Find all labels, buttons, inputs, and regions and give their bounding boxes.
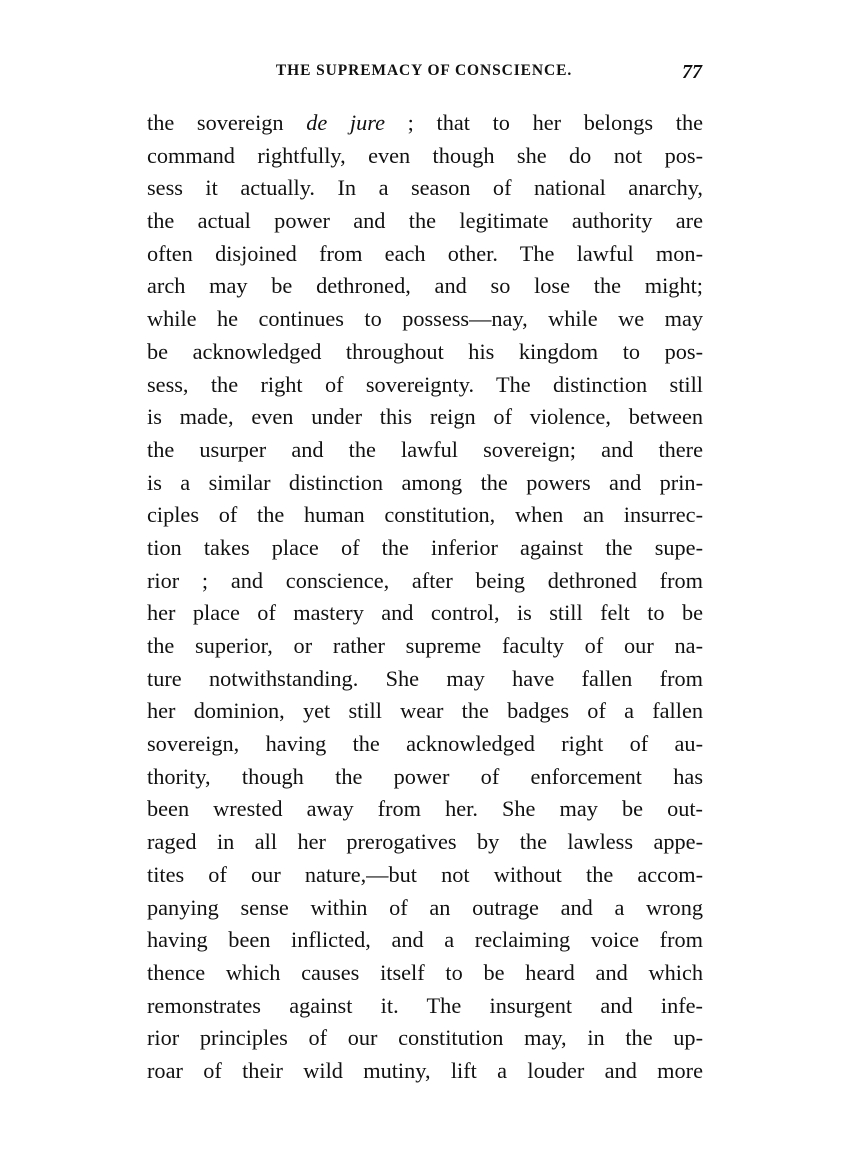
text-line <box>147 859 703 892</box>
text-segment: the usurper and the lawful sovereign; and there <box>147 436 703 462</box>
text-line <box>147 532 703 565</box>
text-segment: ture notwithstanding. She may have fallen from <box>147 665 703 691</box>
text-line <box>147 990 703 1023</box>
text-line <box>147 303 703 336</box>
text-line <box>147 401 703 434</box>
text-segment: sovereign, having the acknowledged right of au- <box>147 731 703 757</box>
text-line <box>147 892 703 925</box>
text-segment: the superior, or rather supreme faculty of our na- <box>147 633 703 658</box>
text-line <box>147 565 703 598</box>
text-segment: rior principles of our constitution may, in the up- <box>147 1025 703 1051</box>
text-segment: remonstrates against it. The insurgent and infe- <box>147 992 703 1018</box>
text-line <box>147 107 703 140</box>
text-line <box>147 434 703 467</box>
text-line <box>147 957 703 990</box>
text-segment: ciples of the human constitution, when an insurrec- <box>147 502 703 528</box>
body-text <box>147 107 703 1088</box>
text-segment: roar of their wild mutiny, lift a louder and more <box>147 1057 703 1083</box>
text-segment: the actual power and the legitimate authority are <box>147 208 703 234</box>
text-line <box>147 1022 703 1055</box>
running-head <box>146 62 702 88</box>
text-segment: be acknowledged throughout his kingdom to pos- <box>147 338 703 364</box>
text-line <box>147 924 703 957</box>
text-line <box>147 761 703 794</box>
text-line <box>147 663 703 696</box>
text-segment: tion takes place of the inferior against the supe- <box>147 534 703 560</box>
text-segment: thence which causes itself to be heard and which <box>147 959 703 985</box>
text-line <box>147 499 703 532</box>
text-line <box>147 597 703 630</box>
text-line <box>147 270 703 303</box>
text-line <box>147 826 703 859</box>
text-line <box>147 695 703 728</box>
text-segment: often disjoined from each other. The lawful mon- <box>147 240 703 266</box>
italic-phrase: de jure <box>306 110 386 135</box>
text-segment: having been inflicted, and a reclaiming voice from <box>147 927 703 953</box>
text-segment: been wrested away from her. She may be out- <box>147 796 703 822</box>
text-segment: her dominion, yet still wear the badges of a fallen <box>147 698 703 724</box>
text-segment: tites of our nature,—but not without the accom- <box>147 861 703 887</box>
text-line <box>147 467 703 500</box>
text-line <box>147 336 703 369</box>
text-segment: command rightfully, even though she do not pos- <box>147 142 703 168</box>
text-segment: the sovereign <box>147 110 307 135</box>
running-title: THE SUPREMACY OF CONSCIENCE. <box>275 62 573 79</box>
text-segment: is made, even under this reign of violence, between <box>147 404 703 430</box>
text-segment: sess it actually. In a season of national anarchy, <box>147 175 703 201</box>
text-line <box>147 630 703 663</box>
text-line <box>147 369 703 402</box>
text-segment: while he continues to possess—nay, while we may <box>147 306 703 332</box>
text-segment: ; that to her belongs the <box>385 110 703 135</box>
text-line <box>147 1055 703 1088</box>
text-segment: panying sense within of an outrage and a wrong <box>147 894 703 920</box>
text-segment: thority, though the power of enforcement has <box>147 763 703 789</box>
text-segment: is a similar distinction among the powers and prin- <box>147 469 703 495</box>
page-number: 77 <box>682 61 702 83</box>
text-segment: raged in all her prerogatives by the lawless appe- <box>147 829 703 855</box>
text-segment: arch may be dethroned, and so lose the might; <box>147 273 703 299</box>
text-segment: rior ; and conscience, after being dethroned from <box>147 567 703 593</box>
text-line <box>147 205 703 238</box>
text-segment: sess, the right of sovereignty. The distinction still <box>147 371 703 397</box>
text-line <box>147 728 703 761</box>
text-line <box>147 238 703 271</box>
text-line <box>147 172 703 205</box>
text-line <box>147 793 703 826</box>
text-segment: her place of mastery and control, is still felt to be <box>147 600 703 626</box>
text-line <box>147 140 703 173</box>
